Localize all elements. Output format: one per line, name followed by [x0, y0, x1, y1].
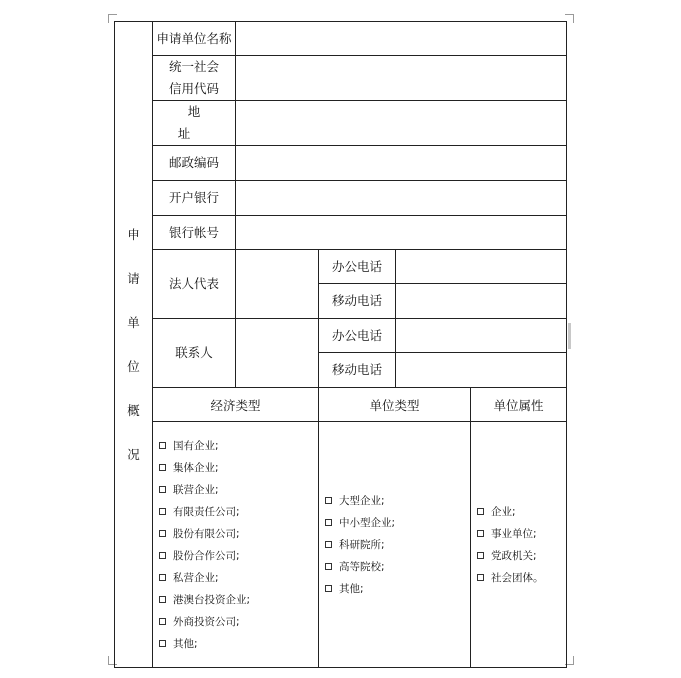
- application-form-table: [114, 21, 567, 668]
- bank-field[interactable]: [236, 181, 567, 216]
- option-item[interactable]: 科研院所;: [325, 534, 470, 556]
- unit-name-field[interactable]: [236, 22, 567, 56]
- unit-attr-options: [471, 422, 567, 668]
- account-label: 银行帐号: [153, 216, 236, 250]
- economic-type-options: [153, 422, 319, 668]
- checkbox[interactable]: [325, 497, 332, 504]
- unit-attr-header: 单位属性: [471, 388, 567, 422]
- checkbox[interactable]: [325, 563, 332, 570]
- checkbox[interactable]: [477, 508, 484, 515]
- account-field[interactable]: [236, 216, 567, 250]
- bank-label: 开户银行: [153, 181, 236, 216]
- checkbox[interactable]: [159, 464, 166, 471]
- table-resize-handle[interactable]: [568, 323, 571, 349]
- option-item[interactable]: 私营企业;: [159, 567, 318, 589]
- checkbox[interactable]: [159, 508, 166, 515]
- option-item[interactable]: 中小型企业;: [325, 512, 470, 534]
- option-item[interactable]: 高等院校;: [325, 556, 470, 578]
- checkbox[interactable]: [159, 618, 166, 625]
- checkbox[interactable]: [159, 574, 166, 581]
- checkbox[interactable]: [325, 541, 332, 548]
- checkbox[interactable]: [159, 486, 166, 493]
- legal-rep-mobile-phone-label: 移动电话: [319, 284, 396, 319]
- option-item[interactable]: 港澳台投资企业;: [159, 589, 318, 611]
- economic-type-header: 经济类型: [153, 388, 319, 422]
- address-label: 地 址: [153, 101, 236, 146]
- option-item[interactable]: 其他;: [159, 633, 318, 655]
- unit-type-header: 单位类型: [319, 388, 471, 422]
- contact-office-phone-field[interactable]: [396, 319, 567, 353]
- option-item[interactable]: 联营企业;: [159, 479, 318, 501]
- contact-mobile-phone-field[interactable]: [396, 353, 567, 388]
- option-item[interactable]: 社会团体。: [477, 567, 566, 589]
- section-label: 申 请 单 位 概 况: [115, 22, 153, 668]
- unit-type-options: [319, 422, 471, 668]
- credit-code-field[interactable]: [236, 56, 567, 101]
- checkbox[interactable]: [159, 640, 166, 647]
- option-item[interactable]: 大型企业;: [325, 490, 470, 512]
- option-item[interactable]: 外商投资公司;: [159, 611, 318, 633]
- checkbox[interactable]: [159, 596, 166, 603]
- option-item[interactable]: 其他;: [325, 578, 470, 600]
- checkbox[interactable]: [477, 530, 484, 537]
- checkbox[interactable]: [159, 442, 166, 449]
- legal-rep-field[interactable]: [236, 250, 319, 319]
- checkbox[interactable]: [477, 574, 484, 581]
- checkbox[interactable]: [325, 519, 332, 526]
- option-item[interactable]: 有限责任公司;: [159, 501, 318, 523]
- option-item[interactable]: 党政机关;: [477, 545, 566, 567]
- address-field[interactable]: [236, 101, 567, 146]
- contact-field[interactable]: [236, 319, 319, 388]
- legal-rep-label: 法人代表: [153, 250, 236, 319]
- checkbox[interactable]: [477, 552, 484, 559]
- contact-office-phone-label: 办公电话: [319, 319, 396, 353]
- option-item[interactable]: 事业单位;: [477, 523, 566, 545]
- option-item[interactable]: 股份有限公司;: [159, 523, 318, 545]
- option-item[interactable]: 企业;: [477, 501, 566, 523]
- postal-code-label: 邮政编码: [153, 146, 236, 181]
- contact-mobile-phone-label: 移动电话: [319, 353, 396, 388]
- option-item[interactable]: 集体企业;: [159, 457, 318, 479]
- legal-rep-office-phone-label: 办公电话: [319, 250, 396, 284]
- contact-label: 联系人: [153, 319, 236, 388]
- legal-rep-office-phone-field[interactable]: [396, 250, 567, 284]
- postal-code-field[interactable]: [236, 146, 567, 181]
- checkbox[interactable]: [325, 585, 332, 592]
- checkbox[interactable]: [159, 552, 166, 559]
- credit-code-label: 统一社会 信用代码: [153, 56, 236, 101]
- option-item[interactable]: 国有企业;: [159, 435, 318, 457]
- option-item[interactable]: 股份合作公司;: [159, 545, 318, 567]
- unit-name-label: 申请单位名称: [153, 22, 236, 56]
- legal-rep-mobile-phone-field[interactable]: [396, 284, 567, 319]
- checkbox[interactable]: [159, 530, 166, 537]
